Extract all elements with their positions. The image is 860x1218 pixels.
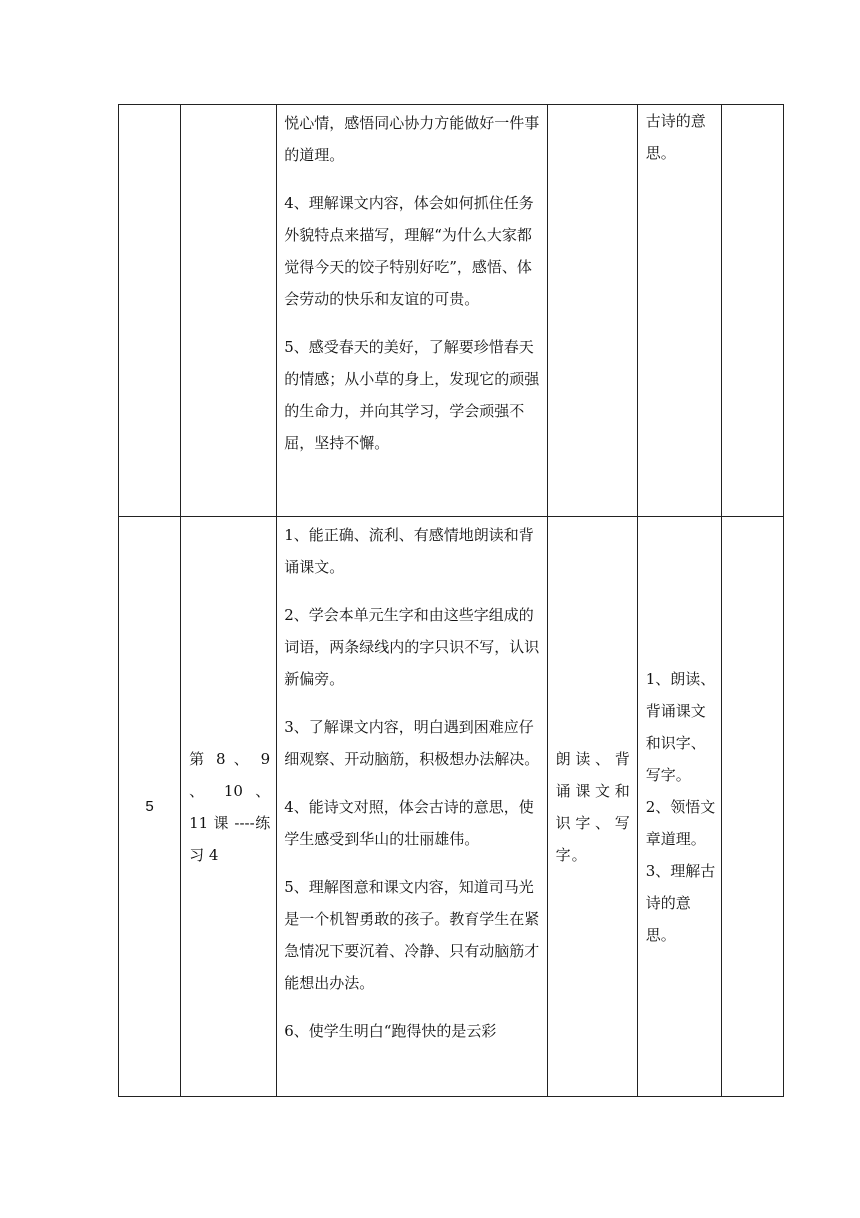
objective-item: 4、能诗文对照，体会古诗的意思，使学生感受到华山的壮丽雄伟。 (284, 798, 534, 848)
methods-cell (547, 105, 637, 517)
lessons-cell: 第 8 、 9 、 10 、 11 课 ----练习 4 (181, 517, 277, 1097)
focus-cell (637, 105, 721, 517)
unit-number-cell: 5 (119, 517, 181, 1097)
objectives-cell (277, 517, 547, 1097)
objective-item: 6、使学生明白“跑得快的是云彩 (284, 1022, 497, 1040)
lessons-cell (181, 105, 277, 517)
table-row (119, 517, 784, 1097)
objective-item: 悦心情，感悟同心协力方能做好一件事的道理。 (284, 114, 540, 164)
objective-item: 5、感受春天的美好，了解要珍惜春天的情感；从小草的身上，发现它的顽强的生命力，并向其学习，学会顽强不屈，坚持不懈。 (284, 338, 540, 452)
unit-number-cell (119, 105, 181, 517)
table-row (119, 105, 784, 517)
focus-cell (637, 517, 721, 1097)
objective-item: 2、学会本单元生字和由这些字组成的词语，两条绿线内的字只识不写，认识新偏旁。 (284, 606, 540, 688)
objective-item: 1、能正确、流利、有感情地朗读和背诵课文。 (284, 526, 534, 576)
focus-item: 3、理解古诗的意思。 (645, 861, 716, 944)
methods-cell: 朗读、背诵课文和识字、写字。 (547, 517, 637, 1097)
focus-item: 1、朗读、背诵课文和识字、写字。 (645, 669, 716, 784)
objective-item: 5、理解图意和课文内容，知道司马光是一个机智勇敢的孩子。教育学生在紧急情况下要沉着、冷静、只有动脑筋才能想出办法。 (284, 878, 540, 992)
objective-item: 4、理解课文内容，体会如何抓住任务外貌特点来描写，理解“为什么大家都觉得今天的饺子特别好吃”，感悟、体会劳动的快乐和友谊的可贵。 (284, 194, 534, 308)
notes-cell (721, 105, 783, 517)
teaching-plan-table (118, 104, 784, 1097)
objective-item: 3、了解课文内容，明白遇到困难应仔细观察、开动脑筋，积极想办法解决。 (284, 718, 540, 768)
notes-cell (721, 517, 783, 1097)
objectives-cell (277, 105, 547, 517)
focus-item: 2、领悟文章道理。 (645, 797, 716, 848)
focus-item: 古诗的意思。 (645, 112, 706, 162)
